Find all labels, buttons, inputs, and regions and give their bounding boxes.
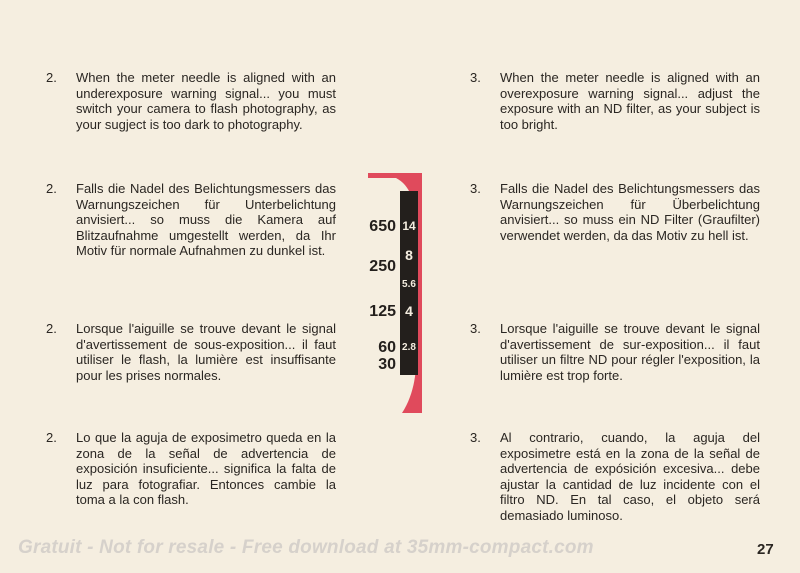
paragraph-number: 2. xyxy=(46,430,57,445)
page-number: 27 xyxy=(757,541,774,558)
shutter-speed-label: 650 xyxy=(369,218,396,235)
aperture-label: 5.6 xyxy=(402,279,416,290)
aperture-label: 14 xyxy=(402,219,416,233)
paragraph-text: Al contrario, cuando, la aguja del exposimetre está en la zona de la señal de advertencia de expósición excesiva... debe ajustar la cantidad de luz incidente con el filtro ND. En tal caso, el objeto será demasiado luminoso. xyxy=(500,430,760,523)
exposure-meter-scale xyxy=(360,173,428,413)
paragraph-text: Lo que la aguja de exposimetro queda en la zona de la señal de advertencia de exposición insuficiente... significa la falta de luz para fotografiar. Entonces cambie la toma a la con flash. xyxy=(76,430,336,508)
shutter-speed-label: 125 xyxy=(369,303,396,320)
aperture-label: 4 xyxy=(405,303,413,319)
paragraph-number: 2. xyxy=(46,70,57,85)
paragraph-number: 3. xyxy=(470,70,481,85)
paragraph-de-underexposure xyxy=(46,181,336,259)
paragraph-text: Lorsque l'aiguille se trouve devant le signal d'avertissement de sous-exposition... il faut utiliser le flash, la lumière est insuffisante pour les prises normales. xyxy=(76,321,336,383)
paragraph-number: 3. xyxy=(470,181,481,196)
paragraph-es-underexposure xyxy=(46,430,336,508)
shutter-speed-label: 250 xyxy=(369,258,396,275)
paragraph-number: 2. xyxy=(46,321,57,336)
shutter-speed-label: 60 xyxy=(378,339,396,356)
paragraph-text: Lorsque l'aiguille se trouve devant le signal d'avertissement de sur-exposition... il faut utiliser un filtre ND pour régler l'exposition, la lumière est trop forte. xyxy=(500,321,760,383)
paragraph-number: 2. xyxy=(46,181,57,196)
watermark-text: Gratuit - Not for resale - Free download at 35mm-compact.com xyxy=(18,537,594,558)
paragraph-text: When the meter needle is aligned with an overexposure warning signal... adjust the exposure with an ND filter, as your subject is too bright. xyxy=(500,70,760,132)
paragraph-text: Falls die Nadel des Belichtungsmessers das Warnungszeichen für Überbelichtung anvisiert... so muss ein ND Filter (Graufilter) verwendet werden, da das Motiv zu hell ist. xyxy=(500,181,760,243)
paragraph-number: 3. xyxy=(470,321,481,336)
paragraph-number: 3. xyxy=(470,430,481,445)
paragraph-text: Falls die Nadel des Belichtungsmessers das Warnungszeichen für Unterbelichtung anvisiert... so muss die Kamera auf Blitzaufnahme umgestellt werden, da Ihr Motiv für normale Aufnahmen zu dunkel ist. xyxy=(76,181,336,259)
paragraph-text: When the meter needle is aligned with an underexposure warning signal... you must switch your camera to flash photography, as your sugject is too dark to photography. xyxy=(76,70,336,132)
paragraph-en-overexposure xyxy=(470,70,760,132)
paragraph-fr-underexposure xyxy=(46,321,336,383)
paragraph-en-underexposure xyxy=(46,70,336,132)
aperture-label: 2.8 xyxy=(402,342,416,353)
paragraph-es-overexposure xyxy=(470,430,760,524)
shutter-speed-label: 30 xyxy=(378,356,396,373)
paragraph-fr-overexposure xyxy=(470,321,760,383)
paragraph-de-overexposure xyxy=(470,181,760,243)
aperture-label: 8 xyxy=(405,247,413,263)
